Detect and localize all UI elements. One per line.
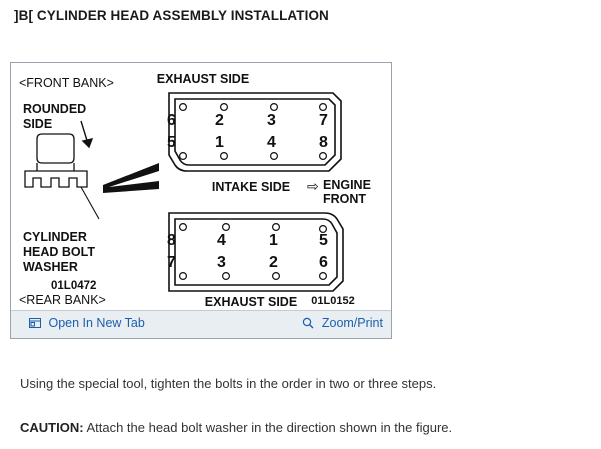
open-in-new-tab-link[interactable] <box>29 316 145 332</box>
label-front-bank: <FRONT BANK> <box>19 76 114 90</box>
front-bolt-number: 7 <box>319 112 328 129</box>
caution-label: CAUTION: <box>20 420 84 435</box>
rear-bolt-number: 2 <box>269 254 278 271</box>
figure-container <box>10 62 392 339</box>
label-engine-front-1: ENGINE <box>323 178 371 192</box>
label-washer-1: CYLINDER <box>23 230 87 244</box>
front-bolt-number: 4 <box>267 134 276 151</box>
figure-toolbar <box>11 310 391 338</box>
front-bolt-number: 8 <box>319 134 328 151</box>
rear-bolt-number: 1 <box>269 232 278 249</box>
caution-text: Attach the head bolt washer in the direction shown in the figure. <box>83 420 453 435</box>
rear-bolt-number: 3 <box>217 254 226 271</box>
front-bolt-number: 1 <box>215 134 224 151</box>
front-bolt-number: 5 <box>167 134 176 151</box>
label-washer-2: HEAD BOLT <box>23 245 95 259</box>
new-window-icon <box>29 317 41 332</box>
rear-bolt-number: 5 <box>319 232 328 249</box>
label-intake-side: INTAKE SIDE <box>211 180 291 194</box>
label-exhaust-side-bottom: EXHAUST SIDE <box>204 295 298 309</box>
rear-bolt-number: 8 <box>167 232 176 249</box>
figure-diagram <box>11 63 391 309</box>
front-bolt-number: 2 <box>215 112 224 129</box>
engine-front-arrow-icon: ⇨ <box>307 178 319 194</box>
caution-paragraph <box>20 419 452 437</box>
page-title: ]B[ CYLINDER HEAD ASSEMBLY INSTALLATION <box>14 8 329 23</box>
front-bolt-number: 6 <box>167 112 176 129</box>
front-bolt-number: 3 <box>267 112 276 129</box>
zoom-print-label: Zoom/Print <box>321 316 383 330</box>
label-rear-bank: <REAR BANK> <box>19 293 106 307</box>
figure-code-left: 01L0472 <box>51 280 97 292</box>
instruction-paragraph: Using the special tool, tighten the bolts in the order in two or three steps. <box>20 376 437 391</box>
figure-code-right: 01L0152 <box>311 295 355 307</box>
rear-bolt-number: 7 <box>167 254 176 271</box>
label-engine-front-2: FRONT <box>323 192 367 206</box>
open-in-new-tab-label: Open In New Tab <box>48 316 145 330</box>
label-washer-3: WASHER <box>23 260 78 274</box>
label-rounded-side-2: SIDE <box>23 117 53 131</box>
label-exhaust-side-top: EXHAUST SIDE <box>156 72 250 86</box>
rear-bolt-number: 4 <box>217 232 226 249</box>
label-rounded-side-1: ROUNDED <box>23 102 87 116</box>
magnifier-icon <box>302 317 314 332</box>
zoom-print-link[interactable] <box>302 316 383 332</box>
rear-bolt-number: 6 <box>319 254 328 271</box>
